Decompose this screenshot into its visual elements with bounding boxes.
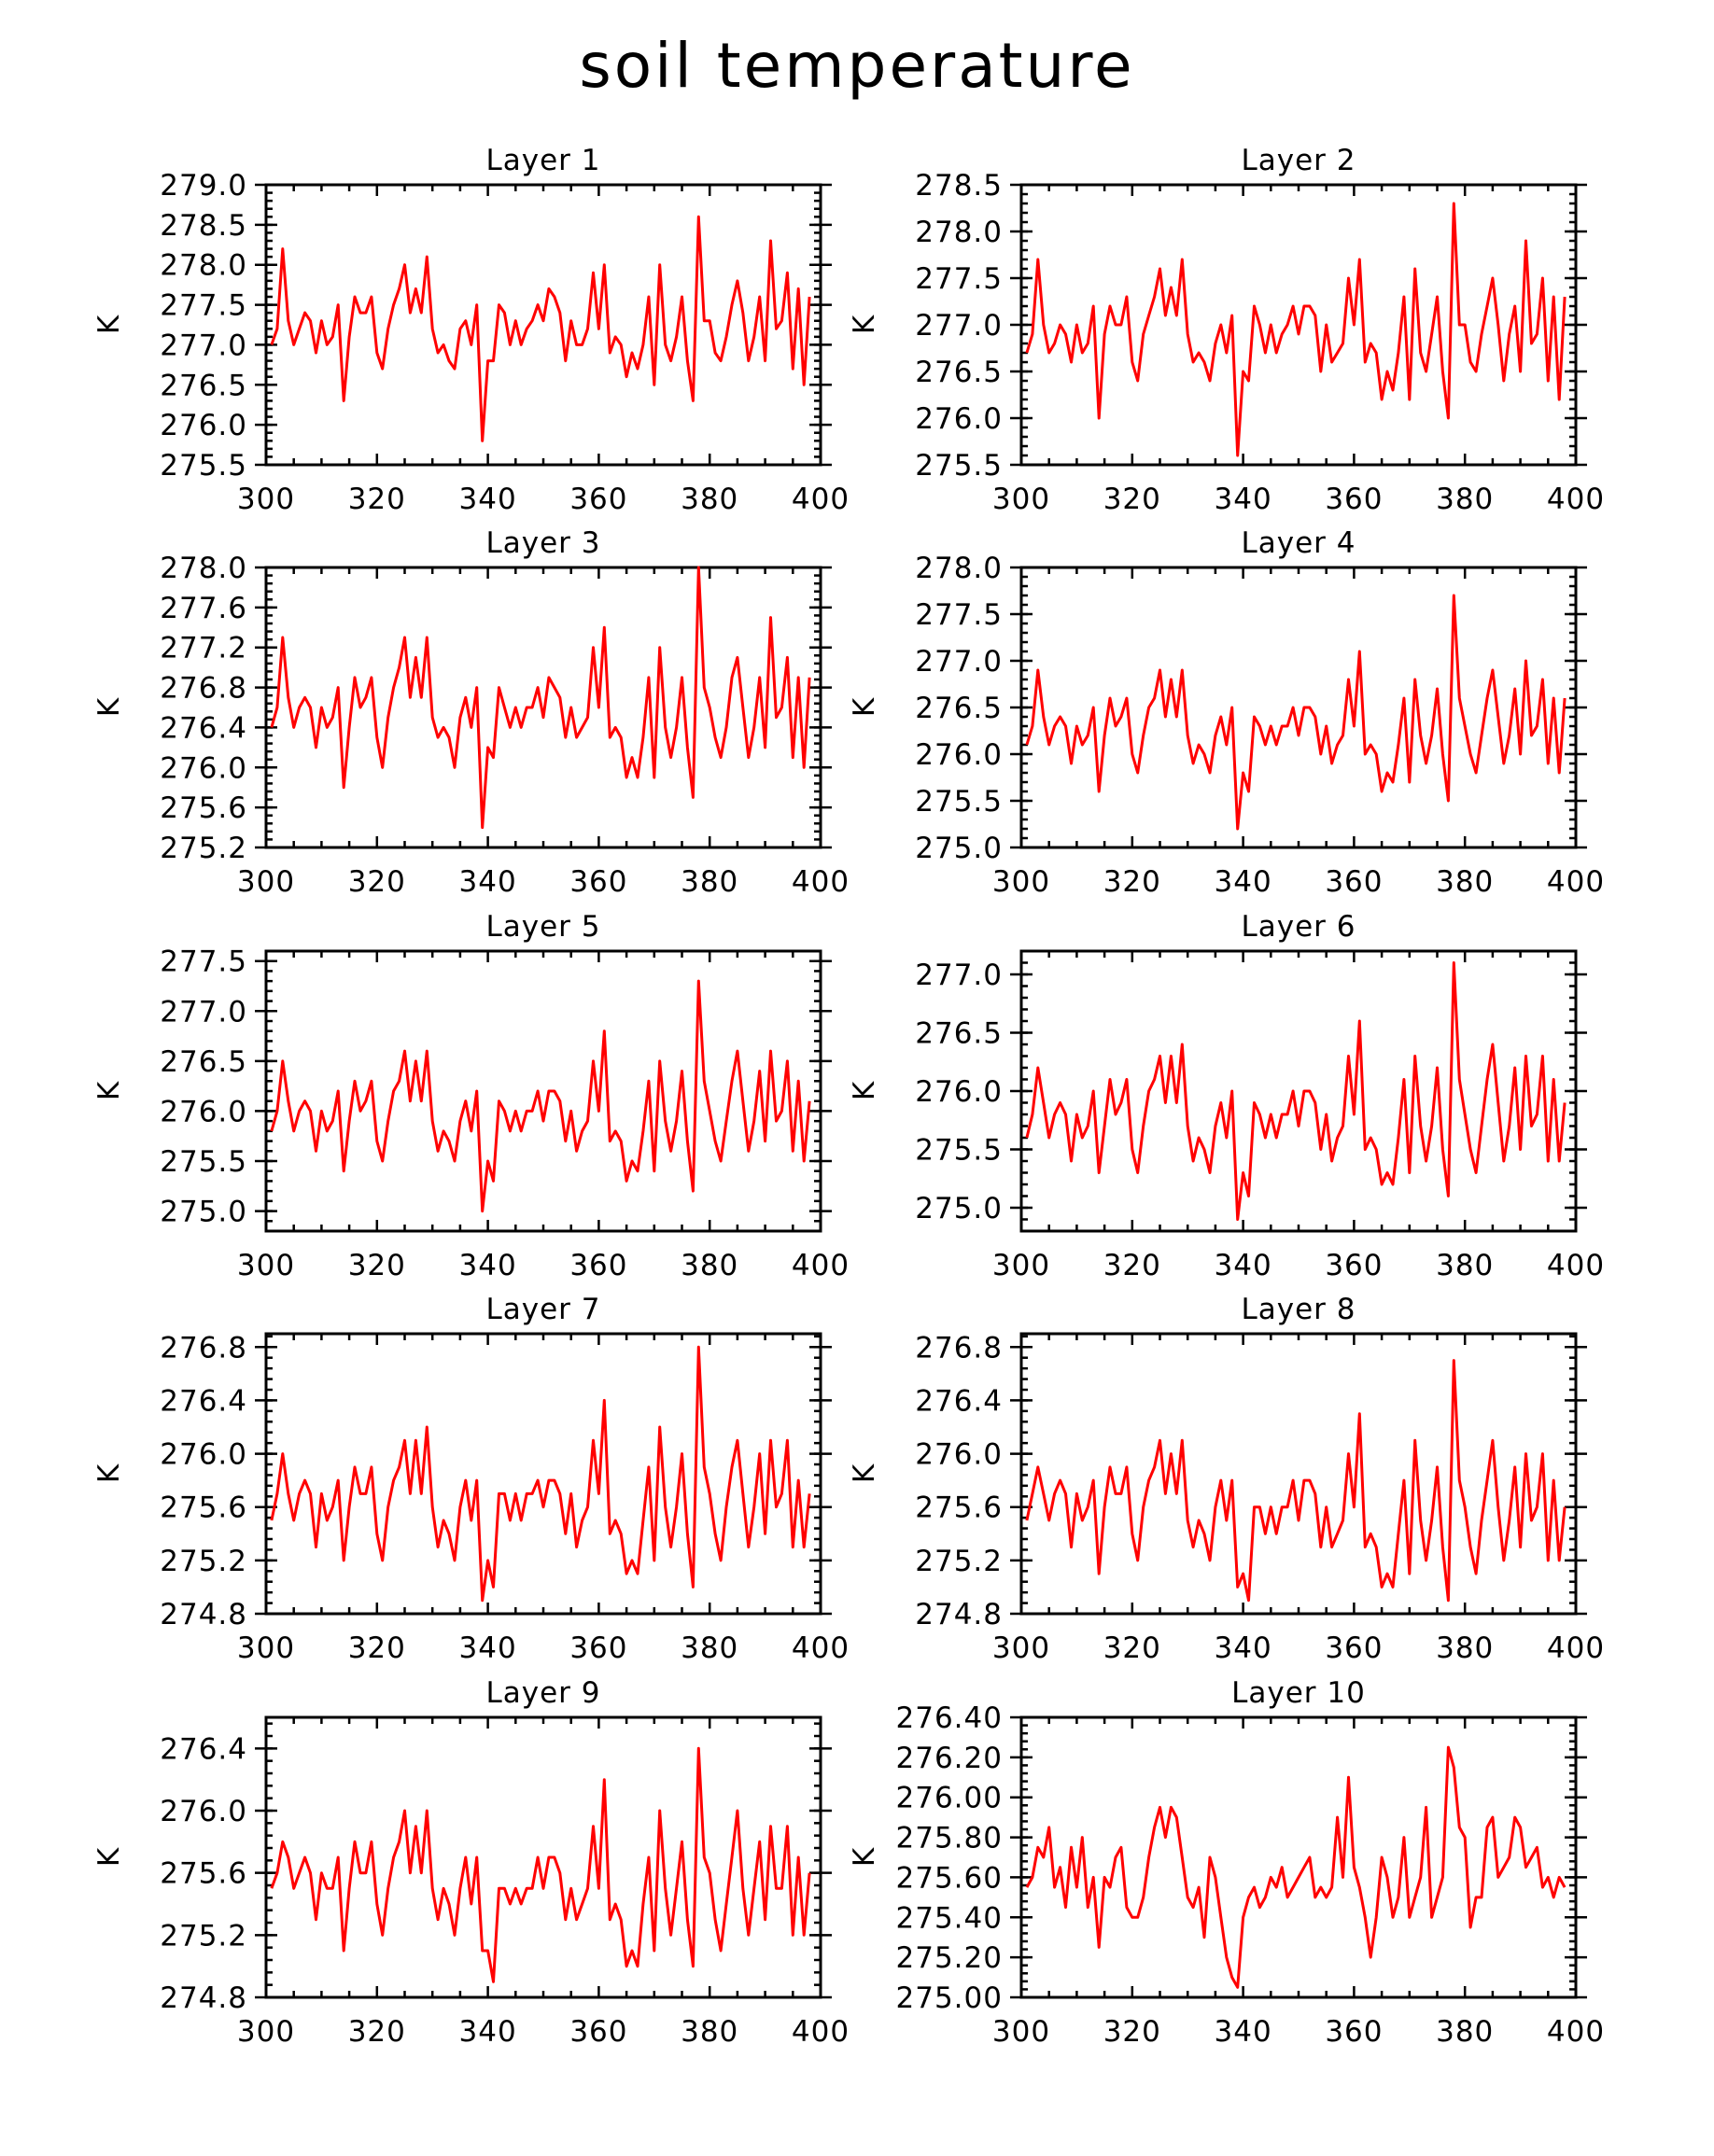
y-tick-label: 276.4: [160, 711, 247, 746]
x-tick-label: 340: [1214, 2015, 1272, 2049]
x-tick-label: 360: [569, 1631, 628, 1665]
y-tick-label: 275.5: [160, 449, 247, 483]
panel-title: Layer 5: [485, 910, 601, 944]
y-tick-label: 276.8: [915, 1331, 1003, 1365]
x-tick-label: 340: [458, 1631, 517, 1665]
y-tick-label: 274.8: [160, 1981, 247, 2015]
y-tick-label: 275.40: [895, 1901, 1003, 1936]
x-tick-label: 300: [236, 1249, 296, 1282]
y-tick-label: 276.20: [895, 1741, 1003, 1775]
x-tick-label: 340: [458, 483, 517, 516]
x-tick-label: 320: [1103, 483, 1161, 516]
chart-panel: [92, 144, 850, 516]
y-tick-label: 276.5: [915, 1016, 1003, 1051]
y-tick-label: 276.0: [915, 738, 1003, 772]
x-tick-label: 320: [1103, 1631, 1161, 1665]
y-tick-label: 274.8: [160, 1598, 247, 1631]
y-tick-label: 277.0: [915, 309, 1003, 343]
y-tick-label: 275.5: [915, 449, 1003, 483]
x-tick-label: 400: [791, 865, 850, 899]
x-tick-label: 400: [791, 1249, 850, 1282]
plot-frame: [266, 185, 821, 465]
x-tick-label: 380: [681, 2015, 739, 2049]
y-tick-label: 277.5: [915, 262, 1003, 296]
y-axis-label: K: [848, 1847, 881, 1868]
y-tick-label: 275.60: [895, 1861, 1003, 1896]
y-tick-label: 276.4: [160, 1732, 247, 1767]
x-tick-label: 340: [458, 1249, 517, 1282]
y-axis-label: K: [92, 1081, 126, 1101]
x-tick-label: 400: [791, 2015, 850, 2049]
y-tick-label: 278.0: [160, 248, 247, 283]
y-tick-label: 275.5: [915, 785, 1003, 819]
y-tick-label: 278.5: [915, 169, 1003, 203]
x-tick-label: 360: [569, 2015, 628, 2049]
y-tick-label: 277.5: [160, 288, 247, 323]
y-axis-label: K: [92, 1463, 126, 1484]
y-tick-label: 278.5: [160, 208, 247, 243]
y-tick-label: 275.6: [915, 1491, 1003, 1525]
series-line: [272, 1347, 809, 1600]
panel-title: Layer 4: [1241, 526, 1356, 560]
plot-frame: [266, 1717, 821, 1997]
x-tick-label: 300: [991, 2015, 1051, 2049]
series-line: [1027, 203, 1565, 455]
panel-grid: [92, 144, 1605, 2049]
y-tick-label: 275.6: [160, 791, 247, 826]
x-tick-label: 320: [1103, 2015, 1161, 2049]
y-tick-label: 278.0: [915, 216, 1003, 249]
chart-panel: [92, 1293, 850, 1665]
x-tick-label: 380: [681, 1631, 739, 1665]
y-tick-label: 276.4: [915, 1384, 1003, 1419]
y-axis-label: K: [848, 697, 881, 718]
y-tick-label: 276.8: [160, 671, 247, 706]
y-tick-label: 277.5: [160, 945, 247, 979]
y-tick-label: 277.0: [160, 329, 247, 363]
x-tick-label: 400: [1546, 1631, 1606, 1665]
y-tick-label: 278.0: [160, 552, 247, 585]
panel-title: Layer 10: [1231, 1676, 1366, 1710]
plot-frame: [1021, 567, 1576, 847]
x-tick-label: 380: [681, 483, 739, 516]
y-tick-label: 277.6: [160, 591, 247, 625]
y-tick-label: 276.0: [915, 402, 1003, 436]
y-axis-label: K: [848, 1463, 881, 1484]
y-tick-label: 276.5: [915, 356, 1003, 389]
x-tick-label: 340: [1214, 865, 1272, 899]
x-tick-label: 300: [236, 1631, 296, 1665]
panel-title: Layer 6: [1241, 910, 1356, 944]
x-tick-label: 400: [791, 483, 850, 516]
x-tick-label: 360: [1325, 865, 1384, 899]
x-tick-label: 340: [458, 2015, 517, 2049]
y-tick-label: 275.2: [160, 1919, 247, 1953]
y-tick-label: 276.0: [160, 1437, 247, 1472]
y-tick-label: 275.80: [895, 1821, 1003, 1855]
y-tick-label: 276.4: [160, 1384, 247, 1419]
plot-frame: [1021, 951, 1576, 1231]
series-line: [272, 981, 809, 1211]
y-tick-label: 276.00: [895, 1781, 1003, 1815]
x-tick-label: 300: [236, 2015, 296, 2049]
x-tick-label: 380: [1436, 865, 1495, 899]
chart-panel: [848, 144, 1605, 516]
y-tick-label: 276.5: [915, 692, 1003, 725]
y-tick-label: 275.2: [160, 832, 247, 865]
x-tick-label: 320: [347, 1249, 406, 1282]
y-tick-label: 275.6: [160, 1491, 247, 1525]
x-tick-label: 340: [1214, 1249, 1272, 1282]
x-tick-label: 300: [991, 1631, 1051, 1665]
y-tick-label: 278.0: [915, 552, 1003, 585]
x-tick-label: 320: [347, 865, 406, 899]
x-tick-label: 400: [1546, 483, 1606, 516]
chart-panel: [92, 910, 850, 1282]
series-line: [272, 567, 809, 828]
x-tick-label: 360: [1325, 2015, 1384, 2049]
plot-frame: [1021, 1334, 1576, 1614]
plot-frame: [1021, 1717, 1576, 1997]
plot-frame: [1021, 185, 1576, 465]
x-tick-label: 300: [236, 865, 296, 899]
y-tick-label: 277.5: [915, 598, 1003, 632]
chart-panel: [848, 1676, 1605, 2049]
y-tick-label: 274.8: [915, 1598, 1003, 1631]
y-axis-label: K: [92, 697, 126, 718]
x-tick-label: 320: [347, 483, 406, 516]
y-tick-label: 276.0: [915, 1437, 1003, 1472]
y-tick-label: 277.0: [915, 645, 1003, 679]
series-line: [272, 1748, 809, 1981]
x-tick-label: 360: [1325, 483, 1384, 516]
panel-title: Layer 7: [485, 1293, 601, 1326]
x-tick-label: 340: [458, 865, 517, 899]
y-tick-label: 276.0: [160, 1795, 247, 1828]
x-tick-label: 400: [1546, 2015, 1606, 2049]
y-tick-label: 275.5: [915, 1133, 1003, 1168]
x-tick-label: 380: [1436, 1249, 1495, 1282]
y-tick-label: 275.5: [160, 1145, 247, 1179]
y-axis-label: K: [848, 315, 881, 335]
chart-panel: [92, 526, 850, 899]
y-tick-label: 276.0: [160, 1095, 247, 1129]
y-tick-label: 275.20: [895, 1941, 1003, 1976]
figure-title: soil temperature: [579, 30, 1135, 102]
chart-panel: [848, 526, 1605, 899]
panel-title: Layer 2: [1241, 144, 1356, 177]
x-tick-label: 380: [681, 1249, 739, 1282]
x-tick-label: 300: [991, 483, 1051, 516]
x-tick-label: 380: [681, 865, 739, 899]
y-tick-label: 275.2: [160, 1544, 247, 1578]
y-tick-label: 276.0: [915, 1075, 1003, 1109]
x-tick-label: 360: [569, 483, 628, 516]
x-tick-label: 320: [347, 2015, 406, 2049]
y-tick-label: 276.5: [160, 369, 247, 403]
y-tick-label: 279.0: [160, 169, 247, 203]
x-tick-label: 300: [236, 483, 296, 516]
x-tick-label: 340: [1214, 1631, 1272, 1665]
series-line: [1027, 1361, 1565, 1601]
x-tick-label: 400: [1546, 865, 1606, 899]
chart-panel: [848, 1293, 1605, 1665]
chart-panel: [848, 910, 1605, 1282]
series-line: [272, 217, 809, 441]
series-line: [1027, 963, 1565, 1220]
panel-title: Layer 3: [485, 526, 601, 560]
x-tick-label: 300: [991, 1249, 1051, 1282]
plot-frame: [266, 951, 821, 1231]
plot-frame: [266, 1334, 821, 1614]
x-tick-label: 380: [1436, 2015, 1495, 2049]
x-tick-label: 360: [1325, 1249, 1384, 1282]
y-axis-label: K: [92, 1847, 126, 1868]
x-tick-label: 380: [1436, 1631, 1495, 1665]
x-tick-label: 360: [569, 1249, 628, 1282]
x-tick-label: 320: [1103, 1249, 1161, 1282]
y-tick-label: 275.0: [915, 832, 1003, 865]
y-tick-label: 276.0: [160, 751, 247, 786]
y-tick-label: 276.0: [160, 409, 247, 443]
series-line: [1027, 595, 1565, 829]
y-tick-label: 275.2: [915, 1544, 1003, 1578]
x-tick-label: 340: [1214, 483, 1272, 516]
x-tick-label: 400: [791, 1631, 850, 1665]
panel-title: Layer 8: [1241, 1293, 1356, 1326]
x-tick-label: 380: [1436, 483, 1495, 516]
y-tick-label: 276.40: [895, 1701, 1003, 1735]
x-tick-label: 360: [1325, 1631, 1384, 1665]
y-tick-label: 275.0: [160, 1195, 247, 1229]
x-tick-label: 320: [347, 1631, 406, 1665]
x-tick-label: 400: [1546, 1249, 1606, 1282]
y-tick-label: 277.0: [160, 995, 247, 1029]
y-tick-label: 275.00: [895, 1981, 1003, 2015]
chart-panel: [92, 1676, 850, 2049]
series-line: [1027, 1747, 1565, 1987]
panel-title: Layer 1: [485, 144, 601, 177]
y-axis-label: K: [92, 315, 126, 335]
panel-title: Layer 9: [485, 1676, 601, 1710]
y-tick-label: 276.5: [160, 1044, 247, 1079]
x-tick-label: 320: [1103, 865, 1161, 899]
y-tick-label: 277.0: [915, 959, 1003, 992]
y-axis-label: K: [848, 1081, 881, 1101]
y-tick-label: 277.2: [160, 631, 247, 665]
x-tick-label: 300: [991, 865, 1051, 899]
y-tick-label: 275.0: [915, 1192, 1003, 1225]
y-tick-label: 275.6: [160, 1856, 247, 1891]
x-tick-label: 360: [569, 865, 628, 899]
y-tick-label: 276.8: [160, 1331, 247, 1365]
